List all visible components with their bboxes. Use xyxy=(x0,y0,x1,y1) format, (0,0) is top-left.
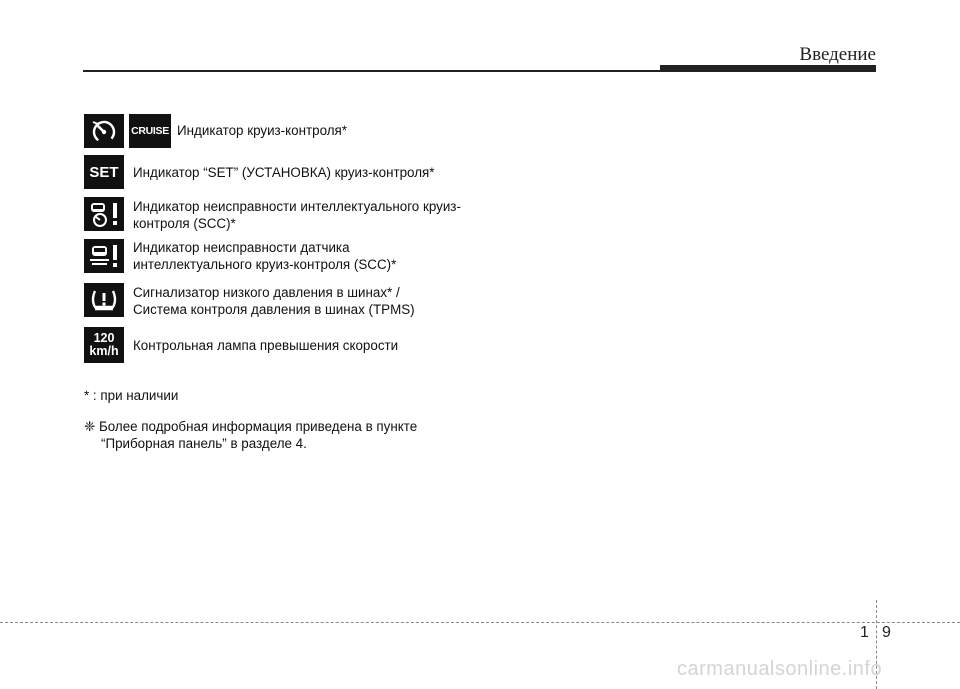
asterisk-note: * : при наличии xyxy=(84,388,179,403)
speed-warning-unit: km/h xyxy=(89,344,119,358)
cruise-badge: CRUISE xyxy=(129,114,171,148)
reference-note xyxy=(84,418,417,452)
set-icon: SET xyxy=(84,155,124,189)
scc-sensor-label xyxy=(133,239,396,273)
header-rule-thin xyxy=(83,70,663,72)
scc-malfunction-line1: Индикатор неисправности интеллектуального круиз- xyxy=(133,199,461,214)
set-indicator-label: Индикатор “SET” (УСТАНОВКА) круиз-контроля* xyxy=(133,165,435,180)
page-number: 9 xyxy=(882,624,891,641)
reference-note-line2: “Приборная панель” в разделе 4. xyxy=(101,436,307,451)
tire-pressure-line2: Система контроля давления в шинах (TPMS) xyxy=(133,302,415,317)
scc-sensor-icon xyxy=(84,239,124,273)
chapter-number: 1 xyxy=(860,624,869,641)
scc-sensor-line1: Индикатор неисправности датчика xyxy=(133,240,350,255)
scc-malfunction-line2: контроля (SCC)* xyxy=(133,216,236,231)
speed-warning-label: Контрольная лампа превышения скорости xyxy=(133,338,399,353)
scc-malfunction-label xyxy=(133,198,461,232)
scc-malfunction-icon xyxy=(84,197,124,231)
header-rule-thick xyxy=(660,65,876,72)
speed-warning-value: 120 xyxy=(93,331,115,345)
tire-pressure-icon xyxy=(84,283,124,317)
speed-warning-icon xyxy=(84,327,124,363)
reference-note-line1: ❈ Более подробная информация приведена в пункте xyxy=(84,419,418,434)
cruise-gauge-icon xyxy=(84,114,124,148)
watermark: carmanualsonline.info xyxy=(677,658,883,680)
page-title: Введение xyxy=(799,44,876,65)
tire-pressure-line1: Сигнализатор низкого давления в шинах* / xyxy=(133,285,400,300)
tire-pressure-label xyxy=(133,284,415,318)
scc-sensor-line2: интеллектуального круиз-контроля (SCC)* xyxy=(133,257,397,272)
footer-divider xyxy=(0,622,960,623)
cruise-indicator-label: Индикатор круиз-контроля* xyxy=(177,123,348,138)
